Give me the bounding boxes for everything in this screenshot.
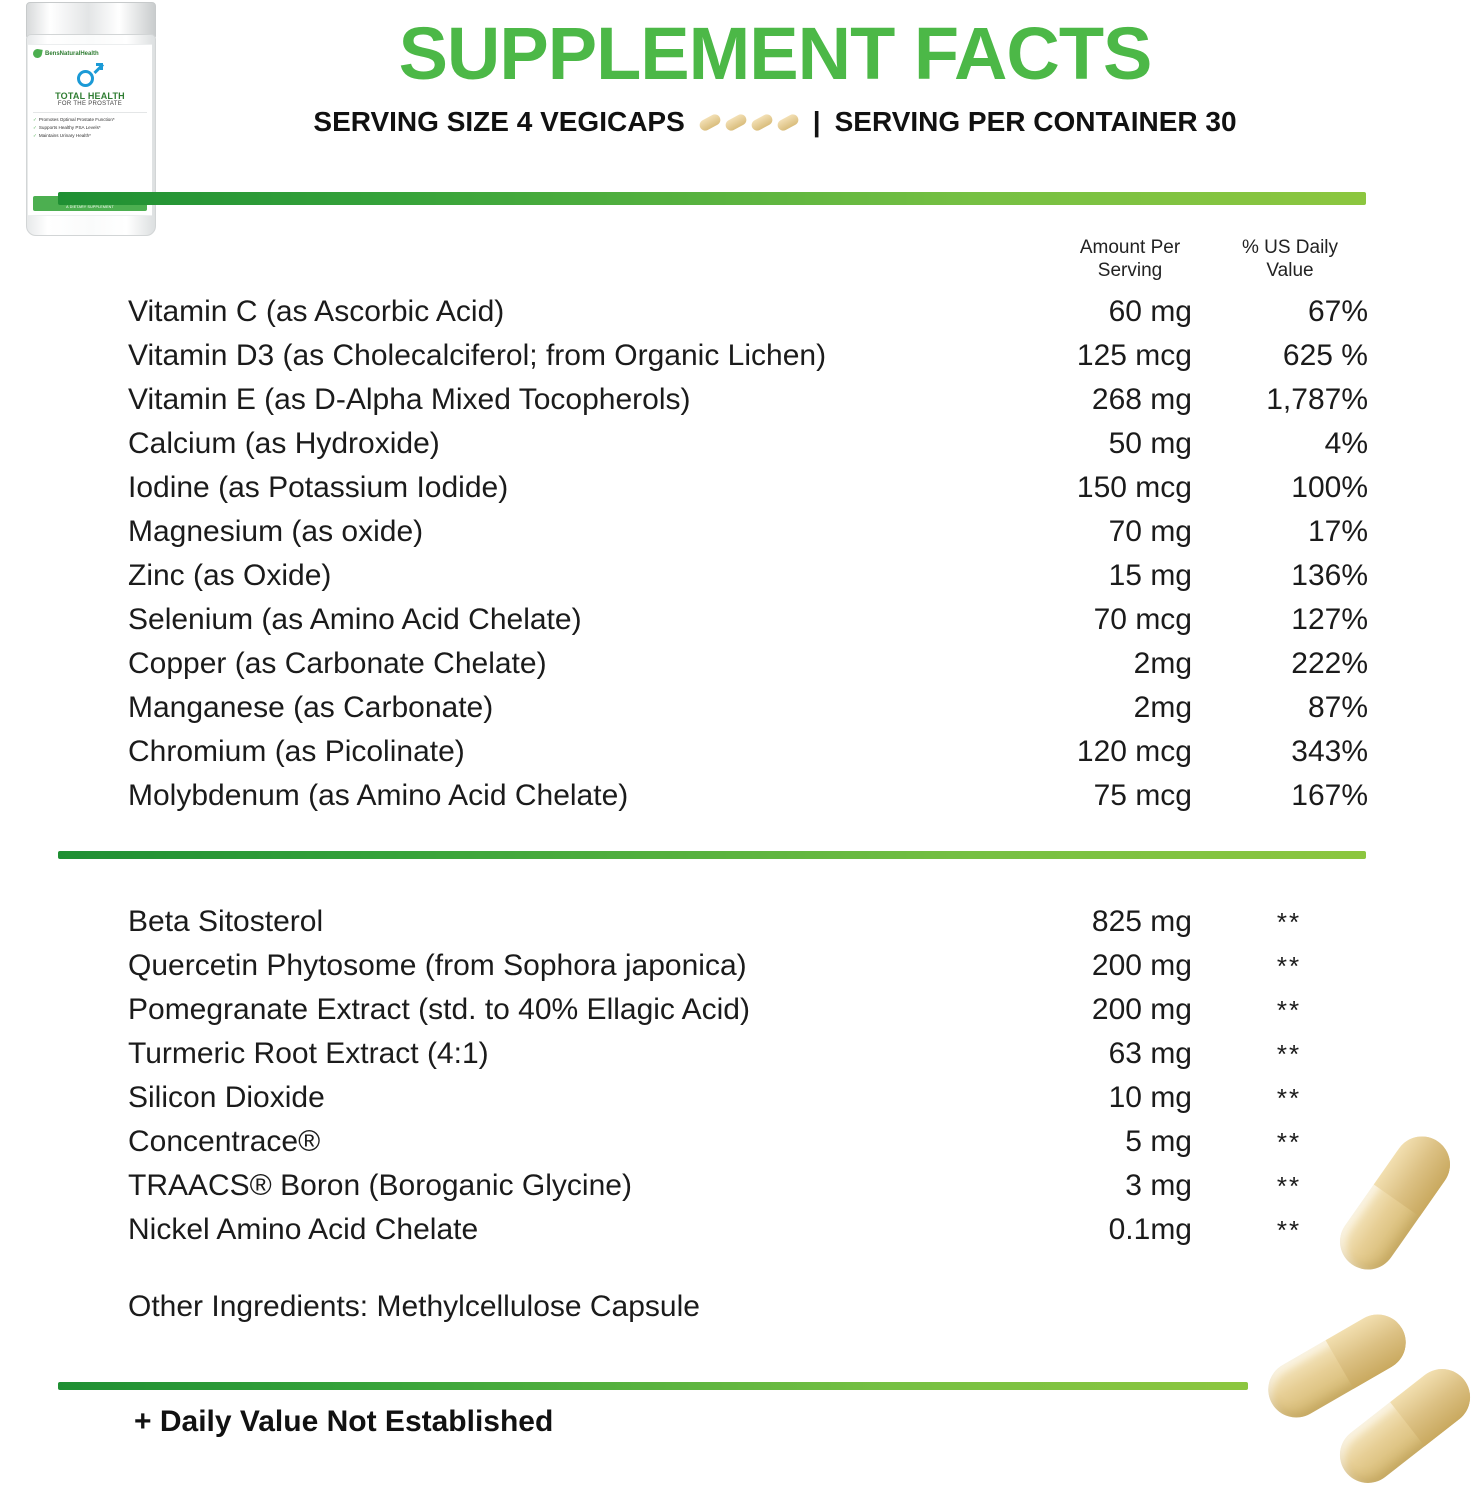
ingredient-name: Beta Sitosterol: [128, 905, 324, 938]
ingredient-name: Nickel Amino Acid Chelate: [128, 1213, 479, 1246]
ingredient-name: Chromium (as Picolinate): [128, 735, 465, 768]
table-row: [128, 1120, 1368, 1164]
ingredient-dv: 343%: [1291, 735, 1368, 768]
male-symbol-icon: [77, 63, 103, 89]
ingredient-amount: 70 mg: [1108, 515, 1192, 548]
ingredient-dv: **: [1276, 1083, 1302, 1113]
ingredient-dv: 127%: [1291, 603, 1368, 636]
ingredient-name: Molybdenum (as Amino Acid Chelate): [128, 779, 629, 812]
column-header-daily-value: [1220, 236, 1360, 282]
ingredient-dv: 625 %: [1282, 339, 1368, 372]
table-row: [128, 774, 1368, 818]
divider-bottom: [58, 1382, 1248, 1390]
serving-info: [185, 106, 1365, 138]
bottle-label: [28, 44, 152, 216]
ingredient-name: Quercetin Phytosome (from Sophora japonica): [128, 949, 747, 982]
brand-name: BensNaturalHealth: [45, 50, 99, 57]
ingredient-amount: 825 mg: [1091, 905, 1192, 938]
table-row: [128, 598, 1368, 642]
daily-value-footnote: + Daily Value Not Established: [134, 1405, 554, 1438]
ingredient-amount: 120 mcg: [1076, 735, 1192, 768]
ingredient-dv: **: [1276, 1215, 1302, 1245]
ingredient-amount: 125 mcg: [1076, 339, 1192, 372]
table-row: [128, 466, 1368, 510]
ingredient-amount: 3 mg: [1125, 1169, 1192, 1202]
ingredient-dv: **: [1276, 1127, 1302, 1157]
other-ingredients: Other Ingredients: Methylcellulose Capsule: [128, 1290, 700, 1323]
ingredient-amount: 15 mg: [1108, 559, 1192, 592]
ingredient-name: Iodine (as Potassium Iodide): [128, 471, 509, 504]
ingredient-amount: 200 mg: [1091, 993, 1192, 1026]
ingredient-name: Turmeric Root Extract (4:1): [128, 1037, 489, 1070]
ingredient-dv: 1,787%: [1266, 383, 1368, 416]
ingredient-dv: **: [1276, 995, 1302, 1025]
table-row: [128, 554, 1368, 598]
ingredient-amount: 0.1mg: [1108, 1213, 1192, 1246]
table-row: [128, 334, 1368, 378]
benefit-item: ✓ Maintains Urinary Health*: [33, 132, 147, 140]
ingredient-name: Magnesium (as oxide): [128, 515, 424, 548]
table-row: [128, 1164, 1368, 1208]
vitamins-minerals-table: [128, 290, 1368, 818]
ingredient-dv: **: [1276, 1171, 1302, 1201]
table-row: [128, 988, 1368, 1032]
label-title: TOTAL HEALTH: [55, 91, 125, 101]
product-bottle-image: [8, 0, 188, 250]
header: [185, 14, 1365, 138]
divider-middle: [58, 851, 1366, 859]
ingredient-amount: 268 mg: [1091, 383, 1192, 416]
table-row: [128, 900, 1368, 944]
ingredient-name: Zinc (as Oxide): [128, 559, 332, 592]
ingredient-dv: 87%: [1307, 691, 1368, 724]
ingredient-name: Silicon Dioxide: [128, 1081, 325, 1114]
ingredient-amount: 5 mg: [1125, 1125, 1192, 1158]
bottle-cap: [26, 2, 156, 38]
table-row: [128, 378, 1368, 422]
ingredient-amount: 60 mg: [1108, 295, 1192, 328]
ingredient-amount: 63 mg: [1108, 1037, 1192, 1070]
ingredient-dv: **: [1276, 951, 1302, 981]
ingredient-dv: 100%: [1291, 471, 1368, 504]
ingredient-amount: 10 mg: [1108, 1081, 1192, 1114]
label-benefits: [33, 112, 147, 140]
ingredient-amount: 2mg: [1133, 691, 1192, 724]
botanicals-table: [128, 900, 1368, 1252]
table-row: [128, 944, 1368, 988]
table-row: [128, 642, 1368, 686]
ingredient-amount: 70 mcg: [1093, 603, 1192, 636]
ingredient-dv: 4%: [1324, 427, 1368, 460]
ingredient-name: Manganese (as Carbonate): [128, 691, 494, 724]
table-row: [128, 290, 1368, 334]
benefit-item: ✓ Supports Healthy PSA Levels*: [33, 124, 147, 132]
ingredient-name: Vitamin D3 (as Cholecalciferol; from Organic Lichen): [128, 339, 827, 372]
table-row: [128, 1208, 1368, 1252]
table-row: [128, 510, 1368, 554]
ingredient-dv: 167%: [1291, 779, 1368, 812]
ingredient-name: Selenium (as Amino Acid Chelate): [128, 603, 582, 636]
divider-top: [58, 192, 1366, 205]
label-subtitle: FOR THE PROSTATE: [57, 101, 123, 107]
column-header-amount-line2: Serving: [1097, 260, 1163, 281]
table-row: [128, 686, 1368, 730]
ingredient-dv: 67%: [1307, 295, 1368, 328]
ingredient-name: Concentrace®: [128, 1125, 321, 1158]
table-row: [128, 730, 1368, 774]
table-column-headers: [1040, 236, 1360, 282]
servings-per-container: SERVING PER CONTAINER 30: [834, 106, 1237, 137]
page-title: SUPPLEMENT FACTS: [398, 12, 1152, 95]
ingredient-name: Vitamin C (as Ascorbic Acid): [128, 295, 505, 328]
capsule-count-sub: A DIETARY SUPPLEMENT: [66, 205, 114, 209]
ingredient-amount: 50 mg: [1108, 427, 1192, 460]
table-row: [128, 1032, 1368, 1076]
ingredient-dv: 136%: [1291, 559, 1368, 592]
ingredient-amount: 150 mcg: [1076, 471, 1192, 504]
ingredient-name: Copper (as Carbonate Chelate): [128, 647, 547, 680]
serving-separator: |: [812, 106, 821, 137]
ingredient-dv: 17%: [1307, 515, 1368, 548]
column-header-dv-line2: Value: [1266, 260, 1314, 281]
ingredient-amount: 200 mg: [1091, 949, 1192, 982]
serving-size: SERVING SIZE 4 VEGICAPS: [313, 106, 685, 137]
ingredient-dv: **: [1276, 907, 1302, 937]
ingredient-amount: 2mg: [1133, 647, 1192, 680]
brand-row: [33, 49, 147, 58]
benefit-item: ✓ Promotes Optimal Prostate Function*: [33, 116, 147, 124]
ingredient-name: Vitamin E (as D-Alpha Mixed Tocopherols): [128, 383, 691, 416]
table-row: [128, 422, 1368, 466]
ingredient-amount: 75 mcg: [1093, 779, 1192, 812]
table-row: [128, 1076, 1368, 1120]
leaf-icon: [32, 48, 42, 58]
ingredient-dv: 222%: [1291, 647, 1368, 680]
ingredient-dv: **: [1276, 1039, 1302, 1069]
capsule-icon: [699, 117, 799, 128]
column-header-amount: [1040, 236, 1220, 282]
ingredient-name: TRAACS® Boron (Boroganic Glycine): [128, 1169, 632, 1202]
ingredient-name: Calcium (as Hydroxide): [128, 427, 440, 460]
column-header-amount-line1: Amount Per: [1079, 237, 1181, 258]
column-header-dv-line1: % US Daily: [1241, 237, 1339, 258]
ingredient-name: Pomegranate Extract (std. to 40% Ellagic Acid): [128, 993, 750, 1026]
